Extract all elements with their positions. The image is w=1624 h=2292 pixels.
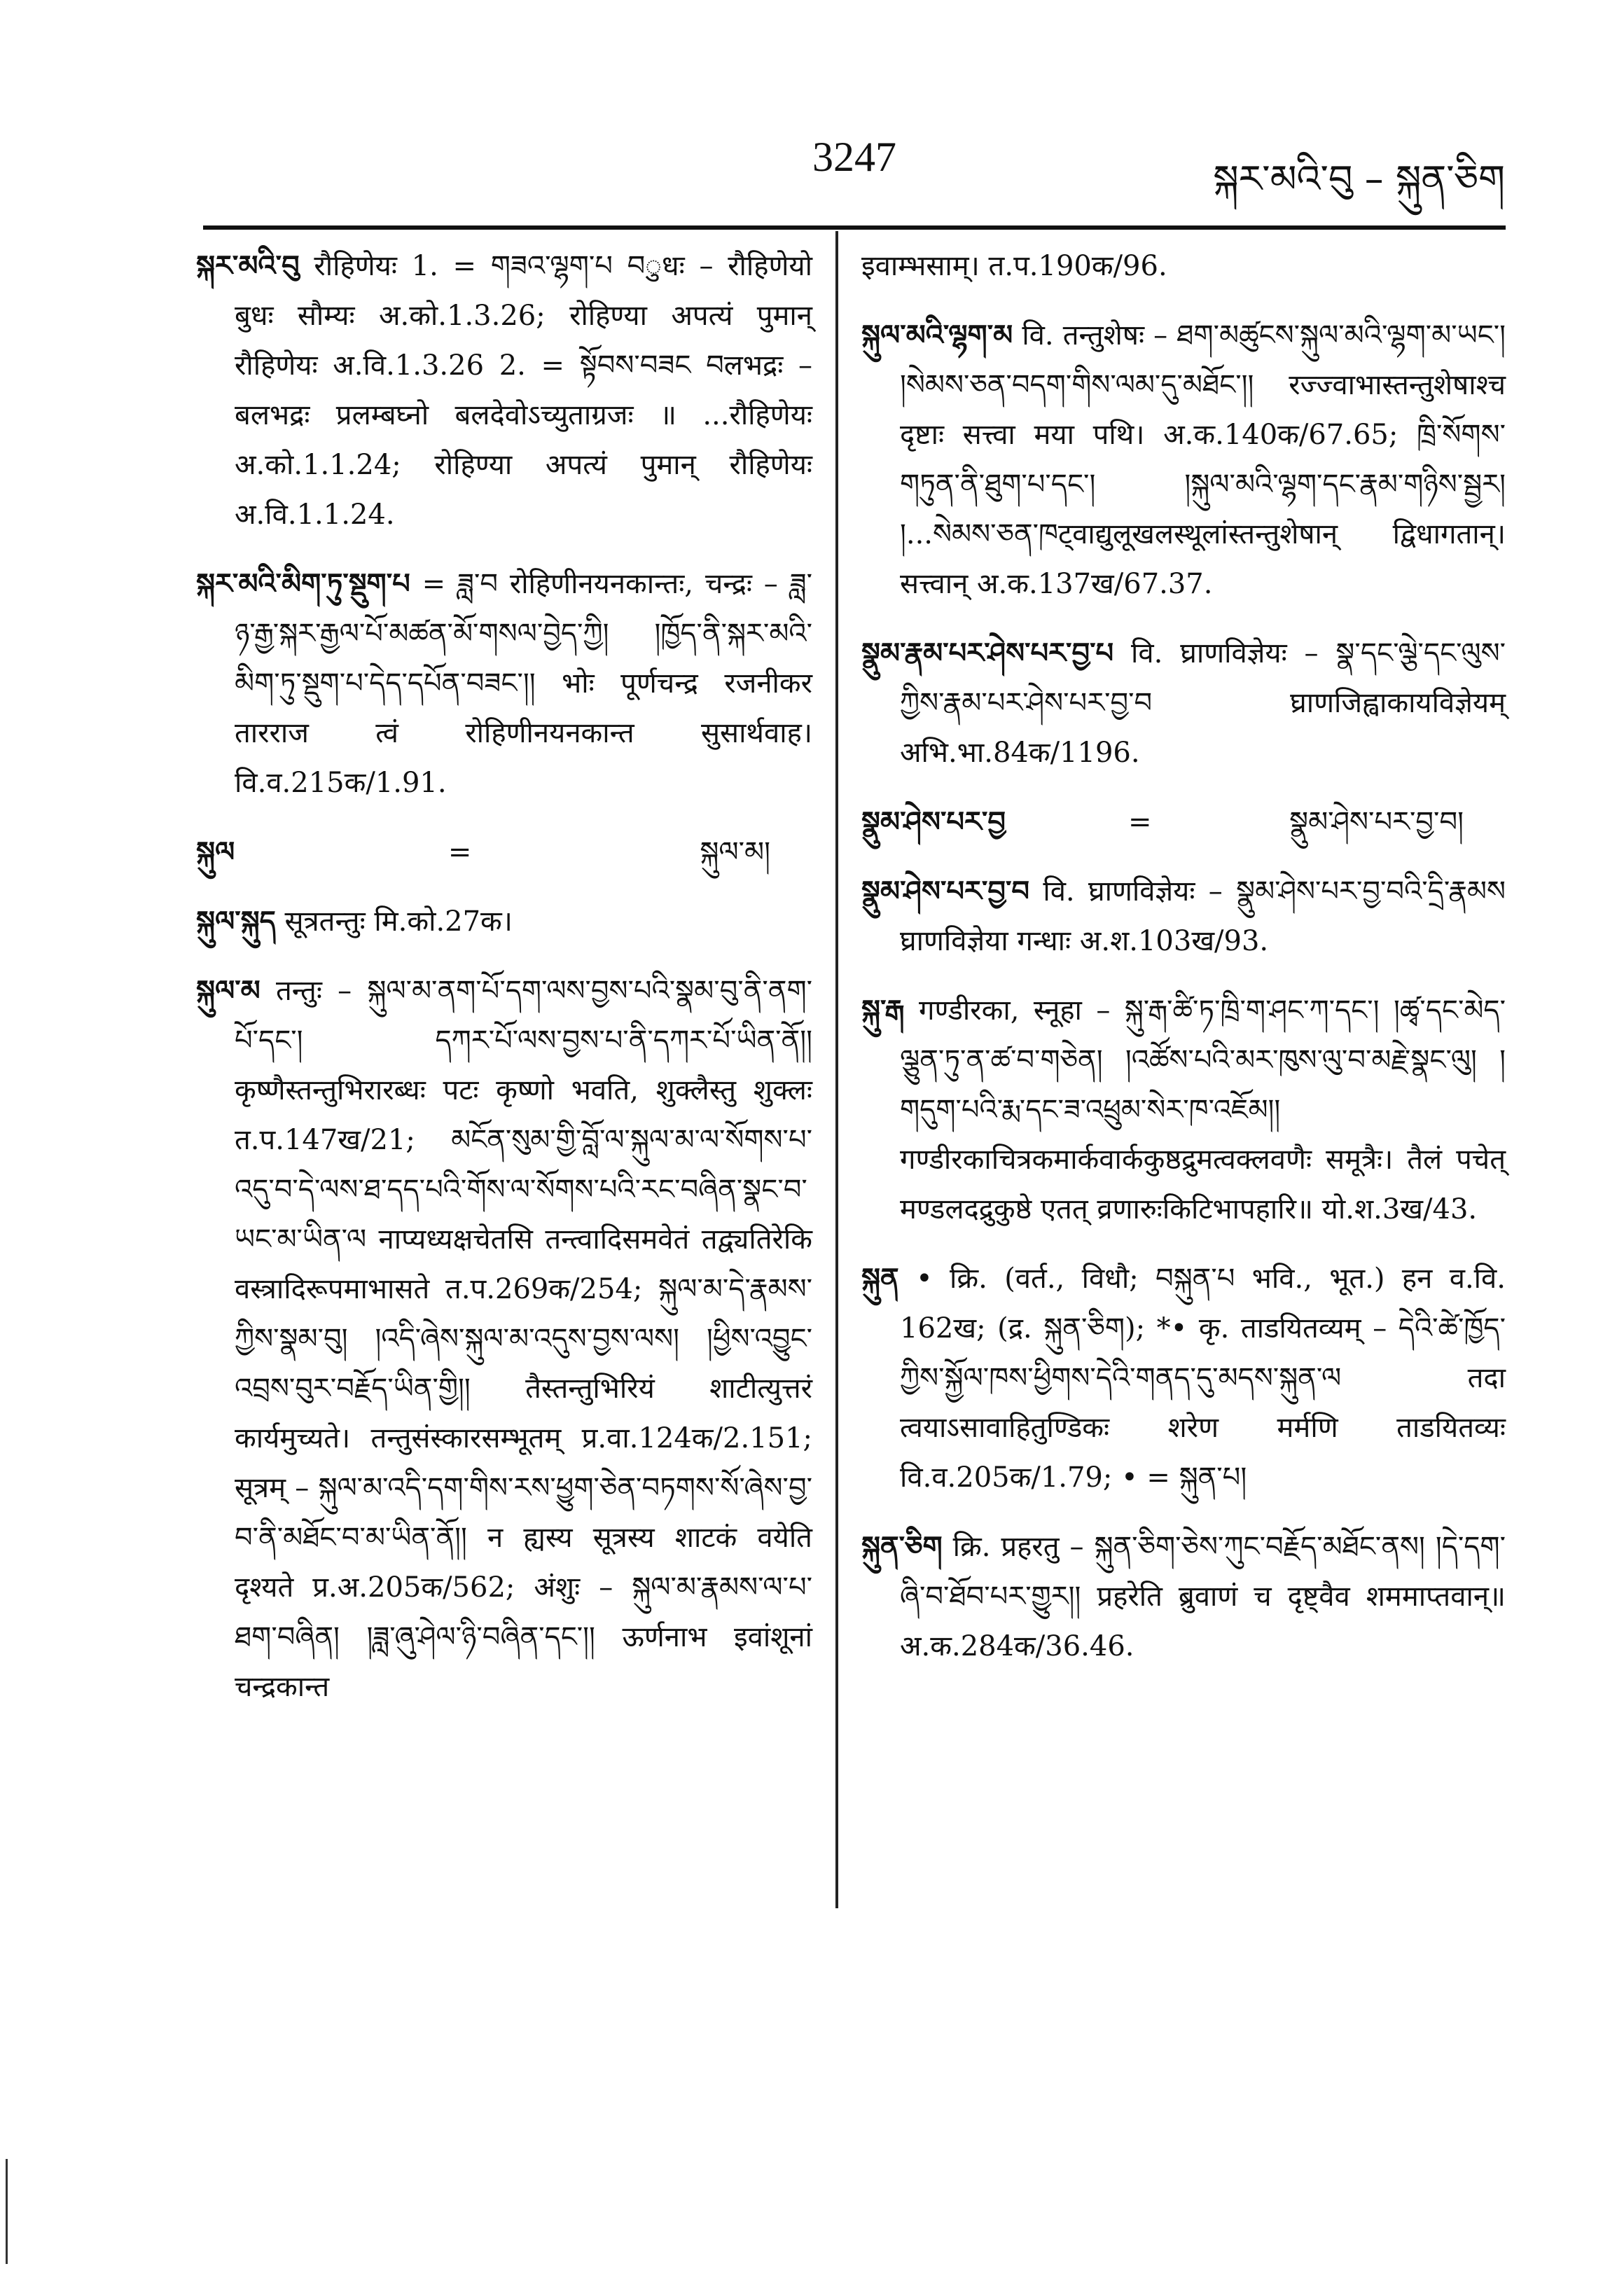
entry-headword: སྣུམ་རྣམ་པར་ཤེས་པར་བྱ་པ [861, 637, 1114, 669]
dictionary-entry [861, 629, 1506, 778]
page-number: 3247 [812, 134, 896, 180]
entry-text: क्रि. प्रहरतु – སྐུན་ཅིག་ཅེས་ཀུང་བརྗོད་མཐོང་ནས། །དེ་དག་ཞི་བ་ཐོབ་པར་གྱུར།། प्रहरेति ब्रुवाणं च दृष्ट्वैव शममाप्तवान्॥ अ.क.284क/36.46. [900, 1531, 1506, 1662]
entry-text: तन्तुः – སྐུལ་མ་ནག་པོ་དག་ལས་བྱས་པའི་སྣམ་བུ་ནི་ནག་པོ་དང་། དཀར་པོ་ལས་བྱས་པ་ནི་དཀར་པོ་ཡིན་ནོ།། कृष्णैस्तन्तुभिरारब्धः पटः कृष्णो भवति, शुक्लैस्तु शुक्लः त.प.147ख/21; མངོན་སུམ་གྱི་བློ་ལ་སྐུལ་མ་ལ་སོགས་པ་འདུ་བ་དེ་ལས་ཐ་དད་པའི་གོས་ལ་སོགས་པའི་རང་བཞིན་སྣང་བ་ཡང་མ་ཡིན་ལ नाप्यध्यक्षचेतसि तन्त्वादिसमवेतं तद्व्यतिरेकि वस्त्रादिरूपमाभासते त.प.269क/254; སྐུལ་མ་དེ་རྣམས་ཀྱིས་སྣམ་བུ། །འདི་ཞེས་སྐུལ་མ་འདུས་བྱས་ལས། །ཕྱིས་འབྱུང་འབྲས་བུར་བརྗོད་ཡིན་གྱི།། तैस्तन्तुभिरियं शाटीत्युत्तरं कार्यमुच्यते। तन्तुसंस्कारसम्भूतम् प्र.वा.124क/2.151; सूत्रम् – སྐུལ་མ་འདི་དག་གིས་རས་ཕྱུག་ཅེན་བཏགས་སོ་ཞེས་བྱ་བ་ནི་མཐོང་བ་མ་ཡིན་ནོ།། न ह्यस्य सूत्रस्य शाटकं वयेति दृश्यते प्र.अ.205क/562; अंशुः – སྐུལ་མ་རྣམས་ལ་པ་ཐག་བཞིན། །ཟླ་ཞུ་ཤེལ་ཉི་བཞིན་དང་།། ऊर्णनाभ इवांशूनां चन्द्रकान्त [235, 975, 813, 1703]
entry-text: गण्डीरका, स्नूहा – སྐུ་རྒ་ཚི་ཏ་ཁྲི་ག་ཤང་ཀ་དང་། །ཚྭ་དང་མེད་ལྕུན་ཏུ་ན་ཚ་བ་གཅེན། །འཚོས་པའི་མར་ཁུས་ལུ་བ་མརྗེ་སྣང་ལུ། །གདུག་པའི་རྨ་དང་ཟ་འཕྲུམ་སེར་ཁ་འཇོམ།། गण्डीरकाचित्रकमार्कवार्ककुष्ठद्रुमत्वक्लवणैः समूत्रैः। तैलं पचेत् मण्डलदद्रुकुष्ठे एतत् व्रणारुःकिटिभापहारि॥ यो.श.3ख/43. [900, 994, 1506, 1225]
margin-mark [6, 2159, 8, 2264]
entry-text: रौहिणेयः 1. = གཟའ་ལྷག་པ བुधः – रौहिणेयो बुधः सौम्यः अ.को.1.3.26; रोहिण्या अपत्यं पुमान् रौहिणेयः अ.वि.1.3.26 2. = སྟོབས་བཟང བलभद्रः – बलभद्रः प्रलम्बघ्नो बलदेवोऽच्युताग्रजः ॥ ...रौहिणेयः अ.को.1.1.24; रोहिण्या अपत्यं पुमान् रौहिणेयः अ.वि.1.1.24. [235, 250, 812, 531]
dictionary-entry: སྣུམ་ཤེས་པར་བྱ = སྣུམ་ཤེས་པར་བྱ་བ། [861, 798, 1506, 847]
column-divider [835, 231, 838, 1908]
dictionary-entry [861, 986, 1506, 1235]
dictionary-entry [861, 867, 1506, 966]
entry-text: वि. घ्राणविज्ञेयः – སྣུམ་ཤེས་པར་བྱ་བའི་དྲི་རྣམས घ्राणविज्ञेया गन्धाः अ.श.103ख/93. [900, 875, 1506, 957]
right-column [861, 242, 1506, 1691]
entry-text: • क्रि. (वर्त., विधौ; བསྐུན་པ भवि., भूत.) हन व.वि. 162ख; (द्र. སྐུན་ཅིག); *• कृ. ताडयितव्यम् – དེའི་ཚེ་ཁྱོད་ཀྱིས་སྐྱོལ་ཁས་ཕྱིགས་དེའི་གནད་དུ་མདས་སྐུན་ལ तदा त्वयाऽसावाहितुण्डिकः शरेण मर्मणि ताडयितव्यः वि.व.205क/1.79; • = སྐུན་པ། [900, 1263, 1506, 1494]
entry-text: སྐུལ་མ། [700, 836, 770, 868]
dictionary-entry [196, 560, 812, 808]
dictionary-entry [861, 1254, 1506, 1503]
dictionary-entry-continued [861, 242, 1506, 291]
dictionary-entry [196, 897, 812, 947]
dictionary-entry [861, 1522, 1506, 1672]
entry-headword: སྐར་མའི་བུ [196, 250, 300, 282]
entry-headword: སྣུམ་ཤེས་པར་བྱ་བ [861, 875, 1029, 908]
dictionary-entry: སྐུལ = སྐུལ་མ། [196, 828, 812, 877]
entry-headword: སྐུལ་སྐུད [196, 905, 276, 938]
entry-headword: སྐུལ་མའི་ལྷག་མ [861, 319, 1013, 352]
left-column [196, 242, 812, 1732]
entry-headword: སྐུ་རྒ [861, 994, 905, 1027]
dictionary-entry [196, 242, 812, 540]
entry-headword: སྐུན་ཅིག [861, 1531, 943, 1563]
dictionary-entry [861, 311, 1506, 609]
entry-headword: སྐུལ་མ [196, 975, 261, 1007]
entry-text: = ཟླ་བ रोहिणीनयनकान्तः, चन्द्रः – ཟླ་ཉ་རྒྱ་སྐར་རྒྱལ་པོ་མཚན་མོ་གསལ་བྱེད་ཀྱི། །ཁྱོད་ནི་སྐར་མའི་མིག་ཏུ་སྡུག་པ་དེད་དཔོན་བཟང་།། भोः पूर्णचन्द्र रजनीकर तारराज त्वं रोहिणीनयनकान्त सुसार्थवाह। वि.व.215क/1.91. [235, 568, 813, 799]
running-head: སྐར་མའི་བུ – སྐུན་ཅིག [1213, 157, 1505, 201]
entry-headword: སྣུམ་ཤེས་པར་བྱ [861, 806, 1006, 838]
entry-headword: སྐུན [861, 1263, 899, 1295]
entry-text: सूत्रतन्तुः मि.को.27क। [284, 905, 513, 938]
entry-headword: སྐར་མའི་མིག་ཏུ་སྡུག་པ [196, 568, 410, 600]
header-rule [203, 225, 1506, 230]
entry-text: वि. घ्राणविज्ञेयः – སྣ་དང་ལྕེ་དང་ལུས་ཀྱིས་རྣམ་པར་ཤེས་པར་བྱ་བ घ्राणजिह्वाकायविज्ञेयम् अभि.भा.84क/1196. [900, 637, 1506, 769]
entry-text: སྣུམ་ཤེས་པར་བྱ་བ། [1289, 806, 1464, 838]
entry-text: इवाम्भसाम्। त.प.190क/96. [861, 250, 1167, 282]
dictionary-entry [196, 966, 812, 1712]
entry-text: वि. तन्तुशेषः – ཐག་མཚུངས་སྐུལ་མའི་ལྷག་མ་ཡང་། །སེམས་ཅན་བདག་གིས་ལམ་དུ་མཐོང་།། रज्ज्वाभास्तन्तुशेषाश्च दृष्टाः सत्त्वा मया पथि। अ.क.140क/67.65; ཁྲི་སོགས་གཏུན་ནི་ཐུག་པ་དང་། །སྐུལ་མའི་ལྷག་དང་རྣམ་གཉིས་སྦྱར། །...སེམས་ཅན་ཁट्वाद्युलूखलस्थूलांस्तन्तुशेषान् द्विधागतान्। सत्त्वान् अ.क.137ख/67.37. [900, 319, 1506, 600]
